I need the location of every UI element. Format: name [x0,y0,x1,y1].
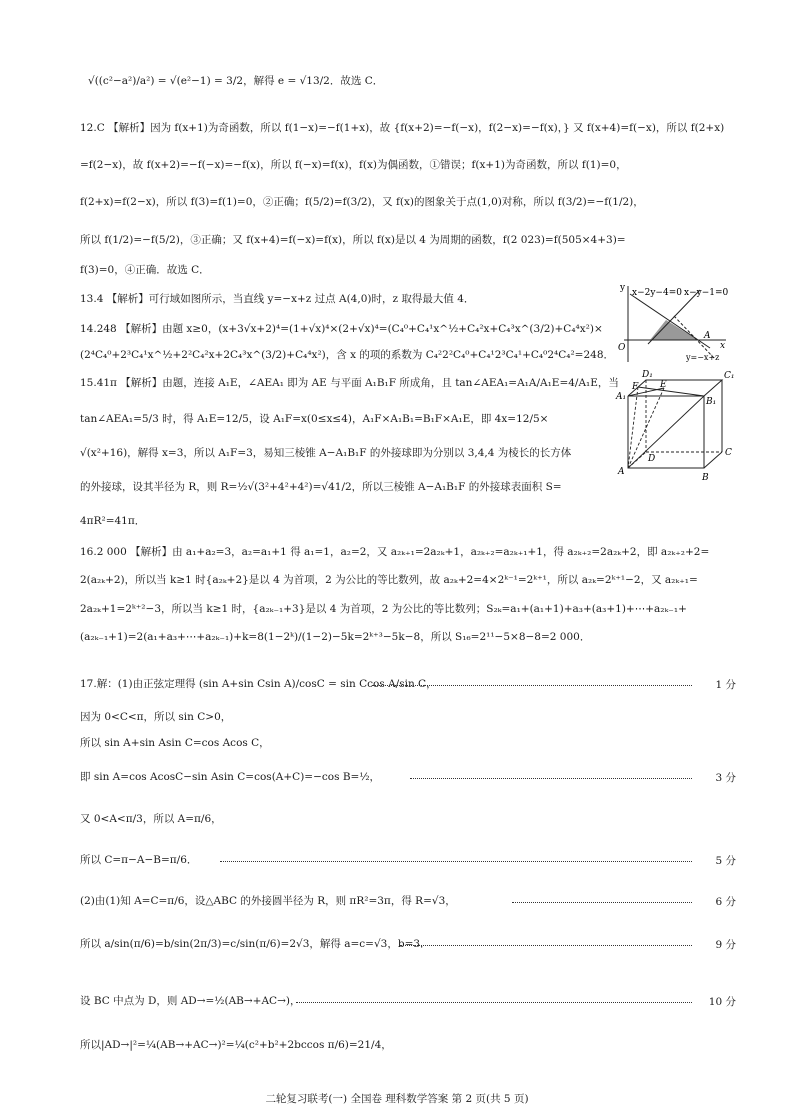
q12-line-1: 12.C 【解析】因为 f(x+1)为奇函数，所以 f(1−x)=−f(1+x)，故 {f(x+2)=−f(−x)，f(2−x)=−f(x)，} 又 f(x+4)=f(−x)，所以 f(2+x) [80,122,725,134]
q12-line-2: =f(2−x)，故 f(x+2)=−f(−x)=−f(x)，所以 f(−x)=f(x)，f(x)为偶函数，①错误；f(x+1)为奇函数，所以 f(1)=0， [80,159,627,171]
cube-label-D: D [648,454,656,464]
q12-line-5: f(3)=0，④正确．故选 C． [80,264,210,276]
q14-line-2: (2⁴C₄⁰+2³C₄¹x^½+2²C₄²x+2C₄³x^(3/2)+C₄⁴x²)，含 x 的项的系数为 C₄²2²C₄⁰+C₄¹2³C₄¹+C₄⁰2⁴C₄²=248． [80,349,615,361]
cube-label-B1: B₁ [706,397,717,407]
graph-label-O: O [618,343,626,353]
q17-line-3: 所以 sin A+sin Asin C=cos Acos C， [80,737,270,749]
graph-label-A: A [704,331,711,341]
q12-line-4: 所以 f(1/2)=−f(5/2)，③正确；又 f(x+4)=f(−x)=f(x)，所以 f(x)是以 4 为周期的函数，f(2 023)=f(505×4+3)= [80,234,626,246]
q17-line-9: 设 BC 中点为 D，则 AD→=½(AB→+AC→)， [80,995,301,1007]
score-10: 10 分 [708,996,736,1008]
cube-figure [614,366,740,484]
dotted-leader [372,685,692,686]
q17-line-8: 所以 a/sin(π/6)=b/sin(2π/3)=c/sin(π/6)=2√3，解得 a=c=√3，b=3． [80,938,431,950]
cube-label-C1: C₁ [724,371,735,381]
score-1: 1 分 [715,679,736,691]
q16-line-3: 2a₂ₖ+1=2ᵏ⁺²−3，所以当 k≥1 时，{a₂ₖ₋₁+3}是以 4 为首项，2 为公比的等比数列；S₂ₖ=a₁+(a₁+1)+a₃+(a₃+1)+⋯+a₂ₖ₋₁+ [80,603,687,615]
q15-line-3: √(x²+16)，解得 x=3，所以 A₁F=3，易知三棱锥 A−A₁B₁F 的外接球即为分别以 3,4,4 为棱长的长方体 [80,447,572,459]
cube-inner-line [628,387,638,468]
q16-line-2: 2(a₂ₖ+2)，所以当 k≥1 时{a₂ₖ+2}是以 4 为首项，2 为公比的等比数列，故 a₂ₖ+2=4×2ᵏ⁻¹=2ᵏ⁺¹，所以 a₂ₖ=2ᵏ⁺¹−2，又 a₂ₖ₊₁= [80,574,698,586]
q17-line-5: 又 0<A<π/3，所以 A=π/6， [80,813,222,825]
cube-inner-line [628,396,704,468]
q13-line: 13.4 【解析】可行域如图所示，当直线 y=−x+z 过点 A(4,0)时，z 取得最大值 4． [80,293,475,305]
cube-label-A: A [618,467,625,477]
graph-label-x: x [720,341,726,351]
cube-label-D1: D₁ [642,370,653,380]
q17-line-2: 因为 0<C<π，所以 sin C>0， [80,711,232,723]
q17-line-6: 所以 C=π−A−B=π/6． [80,854,198,866]
cube-label-B: B [702,473,709,483]
q16-line-1: 16.2 000 【解析】由 a₁+a₂=3，a₂=a₁+1 得 a₁=1，a₂=2，又 a₂ₖ₊₁=2a₂ₖ+1，a₂ₖ₊₂=a₂ₖ₊₁+1，得 a₂ₖ₊₂=2a₂ₖ+2，即 a₂ₖ₊₂+2= [80,546,710,558]
score-3: 3 分 [715,772,736,784]
dotted-leader [410,778,692,779]
score-5: 5 分 [715,855,736,867]
score-9: 9 分 [715,939,736,951]
cube-label-F: F [632,382,639,392]
q17-line-7: (2)由(1)知 A=C=π/6，设△ABC 的外接圆半径为 R，则 πR²=3π，得 R=√3， [80,895,456,907]
dotted-leader [512,902,692,903]
q17-line-1: 17.解：(1)由正弦定理得 (sin A+sin Csin A)/cosC = sin Ccos A/sin C， [80,678,437,690]
feasible-region-graph [614,282,736,364]
graph-label-eq1: x−2y−4=0 [632,288,682,298]
dotted-leader [220,861,692,862]
q15-line-4: 的外接球，设其半径为 R，则 R=½√(3²+4²+4²)=√41/2，所以三棱锥 A−A₁B₁F 的外接球表面积 S= [80,481,562,493]
graph-label-eq2: x−y−1=0 [684,288,729,298]
cube-label-E: E [660,380,667,390]
top-formula-line: √((c²−a²)/a²) = √(e²−1) = 3/2，解得 e = √13/2．故选 C． [88,75,384,87]
score-6: 6 分 [715,896,736,908]
q16-line-4: (a₂ₖ₋₁+1)=2(a₁+a₃+⋯+a₂ₖ₋₁)+k=8(1−2ᵏ)/(1−2)−5k=2ᵏ⁺³−5k−8，所以 S₁₆=2¹¹−5×8−8=2 000． [80,631,591,643]
cube-label-A1: A₁ [616,392,627,402]
q15-line-2: tan∠AEA₁=5/3 时，得 A₁E=12/5，设 A₁F=x(0≤x≤4)，A₁F×A₁B₁=B₁F×A₁E，即 4x=12/5× [80,413,549,425]
graph-label-line: y=−x+z [686,353,720,362]
q12-line-3: f(2+x)=f(2−x)，所以 f(3)=f(1)=0，②正确；f(5/2)=f(3/2)，又 f(x)的图象关于点(1,0)对称，所以 f(3/2)=−f(1/2)， [80,196,644,208]
q15-line-1: 15.41π 【解析】由题，连接 A₁E，∠AEA₁ 即为 AE 与平面 A₁B₁F 所成角，且 tan∠AEA₁=A₁A/A₁E=4/A₁E，当 [80,377,619,389]
dotted-leader [296,1002,692,1003]
q17-line-4: 即 sin A=cos AcosC−sin Asin C=cos(A+C)=−cos B=½， [80,771,381,783]
cube-label-C: C [725,448,732,458]
dotted-leader [400,945,692,946]
q14-line-1: 14.248 【解析】由题 x≥0，(x+3√x+2)⁴=(1+√x)⁴×(2+√x)⁴=(C₄⁰+C₄¹x^½+C₄²x+C₄³x^(3/2)+C₄⁴x²)× [80,323,603,335]
q15-line-5: 4πR²=41π． [80,515,146,527]
cube-edge [704,452,722,468]
graph-label-y: y [620,283,626,293]
q17-line-10: 所以|AD→|²=¼(AB→+AC→)²=¼(c²+b²+2bccos π/6)=21/4， [80,1039,392,1051]
page-footer: 二轮复习联考(一) 全国卷 理科数学答案 第 2 页(共 5 页) [265,1093,529,1105]
feasible-region-shade [650,320,698,340]
